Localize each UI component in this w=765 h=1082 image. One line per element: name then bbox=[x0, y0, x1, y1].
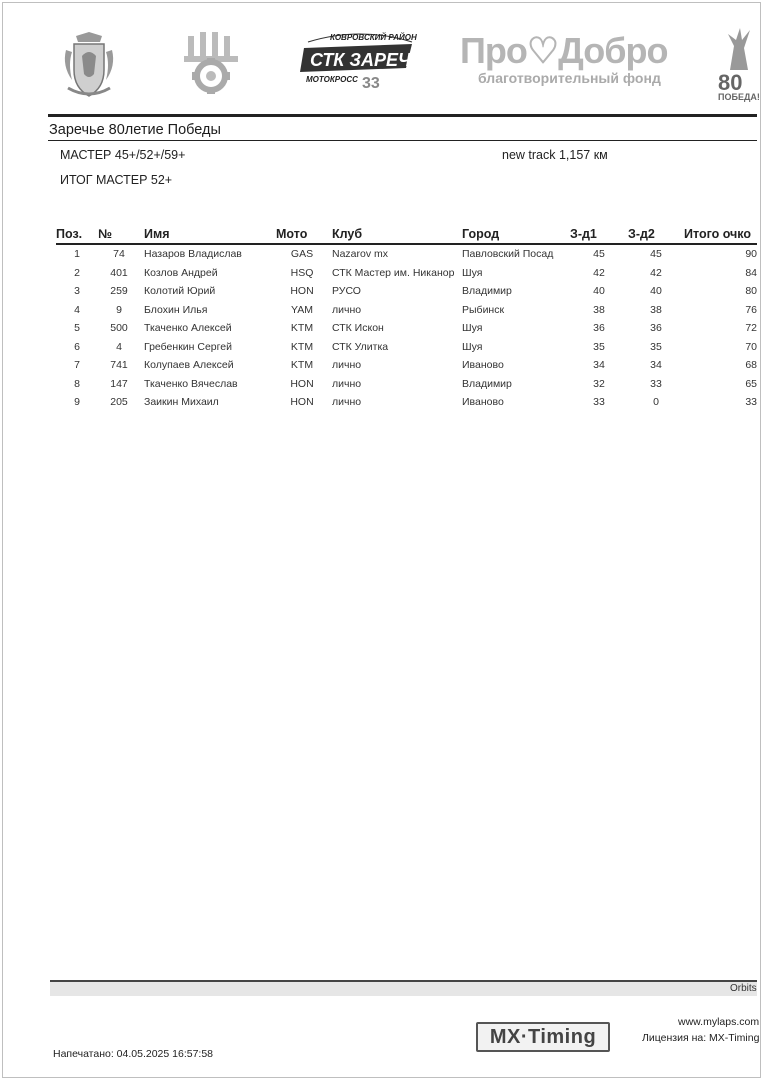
cell-moto: HON bbox=[290, 285, 314, 298]
license-text: Лицензия на: MX-Timing bbox=[642, 1032, 760, 1044]
cell-race2: 45 bbox=[650, 248, 662, 261]
cell-pos: 9 bbox=[74, 396, 80, 409]
charity-logo bbox=[460, 30, 680, 90]
cell-name: Блохин Илья bbox=[144, 303, 208, 316]
gear-icon bbox=[180, 30, 242, 96]
col-race2: З-д2 bbox=[628, 226, 684, 244]
class-title: МАСТЕР 45+/52+/59+ bbox=[60, 148, 186, 162]
cell-num: 205 bbox=[110, 396, 128, 409]
results-table bbox=[56, 226, 757, 412]
event-title: Заречье 80летие Победы bbox=[49, 122, 221, 138]
cell-pos: 4 bbox=[74, 303, 80, 316]
table-row bbox=[56, 264, 757, 283]
cell-name: Колотий Юрий bbox=[144, 285, 216, 298]
logo-line1: КОВРОВСКИЙ РАЙОН bbox=[330, 33, 417, 42]
cell-name: Заикин Михаил bbox=[144, 396, 219, 409]
logo-line4: 33 bbox=[362, 75, 380, 92]
table-row bbox=[56, 356, 757, 375]
table-row bbox=[56, 301, 757, 320]
cell-num: 9 bbox=[116, 303, 122, 316]
cell-race1: 34 bbox=[593, 359, 605, 372]
cell-race2: 42 bbox=[650, 266, 662, 279]
cell-total: 84 bbox=[745, 266, 757, 279]
region-emblem-logo bbox=[58, 30, 120, 100]
cell-club: СТК Улитка bbox=[332, 340, 389, 353]
victory-80-logo bbox=[716, 26, 765, 100]
cell-num: 74 bbox=[113, 248, 125, 261]
cell-name: Ткаченко Вячеслав bbox=[144, 377, 238, 390]
cell-race1: 40 bbox=[593, 285, 605, 298]
cell-total: 80 bbox=[745, 285, 757, 298]
table-row bbox=[56, 244, 757, 264]
cell-moto: KTM bbox=[290, 322, 314, 335]
cell-city: Шуя bbox=[462, 266, 483, 279]
cell-club: СТК Искон bbox=[332, 322, 384, 335]
cell-pos: 8 bbox=[74, 377, 80, 390]
coat-of-arms-icon bbox=[58, 30, 120, 100]
cell-pos: 5 bbox=[74, 322, 80, 335]
col-moto: Мото bbox=[276, 226, 328, 244]
header-divider bbox=[48, 114, 757, 117]
cell-race1: 45 bbox=[593, 248, 605, 261]
cell-name: Колупаев Алексей bbox=[144, 359, 234, 372]
logo-line2: СТК ЗАРЕЧЬЕ bbox=[310, 50, 436, 70]
gear-emblem-logo bbox=[180, 30, 242, 96]
cell-city: Владимир bbox=[462, 377, 512, 390]
cell-name: Ткаченко Алексей bbox=[144, 322, 232, 335]
cell-city: Иваново bbox=[462, 396, 504, 409]
cell-moto: HON bbox=[290, 396, 314, 409]
cell-moto: KTM bbox=[290, 359, 314, 372]
cell-club: лично bbox=[332, 377, 362, 390]
cell-city: Павловский Посад bbox=[462, 248, 554, 261]
club-moto-logo bbox=[300, 28, 436, 94]
charity-name-right: Добро bbox=[558, 30, 668, 71]
cell-num: 500 bbox=[110, 322, 128, 335]
motocross-logo-icon bbox=[300, 28, 436, 94]
table-row bbox=[56, 282, 757, 301]
cell-race2: 34 bbox=[650, 359, 662, 372]
table-header-row bbox=[56, 226, 757, 244]
heart-icon: ♡ bbox=[526, 30, 559, 71]
cell-total: 76 bbox=[745, 303, 757, 316]
cell-pos: 1 bbox=[74, 248, 80, 261]
cell-race2: 38 bbox=[650, 303, 662, 316]
cell-pos: 7 bbox=[74, 359, 80, 372]
cell-total: 65 bbox=[745, 377, 757, 390]
cell-name: Назаров Владислав bbox=[144, 248, 242, 261]
monument-icon bbox=[716, 26, 765, 70]
cell-club: лично bbox=[332, 396, 362, 409]
col-name: Имя bbox=[140, 226, 276, 244]
cell-total: 68 bbox=[745, 359, 757, 372]
cell-race1: 38 bbox=[593, 303, 605, 316]
victory-word: ПОБЕДА! bbox=[718, 92, 760, 102]
title-divider bbox=[48, 140, 757, 141]
table-row bbox=[56, 338, 757, 357]
cell-moto: HSQ bbox=[290, 266, 314, 279]
page-frame bbox=[2, 2, 761, 1078]
cell-club: СТК Мастер им. Никанор bbox=[332, 266, 455, 279]
cell-num: 741 bbox=[110, 359, 128, 372]
cell-moto: GAS bbox=[290, 248, 314, 261]
cell-num: 401 bbox=[110, 266, 128, 279]
cell-num: 4 bbox=[116, 340, 122, 353]
website-link[interactable]: www.mylaps.com bbox=[678, 1016, 760, 1028]
cell-club: лично bbox=[332, 303, 362, 316]
cell-race2: 0 bbox=[653, 396, 659, 409]
cell-race2: 36 bbox=[650, 322, 662, 335]
col-race1: З-д1 bbox=[570, 226, 628, 244]
charity-subtitle: благотворительный фонд bbox=[478, 70, 661, 86]
cell-race2: 33 bbox=[650, 377, 662, 390]
cell-city: Рыбинск bbox=[462, 303, 505, 316]
orbits-label: Orbits bbox=[730, 983, 757, 994]
cell-race1: 33 bbox=[593, 396, 605, 409]
logo-line3: МОТОКРОСС bbox=[306, 75, 358, 84]
cell-pos: 3 bbox=[74, 285, 80, 298]
cell-moto: YAM bbox=[291, 303, 313, 316]
cell-club: Nazarov mx bbox=[332, 248, 389, 261]
cell-race1: 35 bbox=[593, 340, 605, 353]
cell-moto: KTM bbox=[290, 340, 314, 353]
cell-total: 33 bbox=[745, 396, 757, 409]
table-row bbox=[56, 393, 757, 412]
cell-name: Гребенкин Сергей bbox=[144, 340, 232, 353]
cell-race1: 32 bbox=[593, 377, 605, 390]
cell-city: Шуя bbox=[462, 322, 483, 335]
victory-number: 80 bbox=[718, 70, 743, 95]
mx-timing-logo: MX·Timing bbox=[476, 1022, 610, 1052]
printed-timestamp: Напечатано: 04.05.2025 16:57:58 bbox=[53, 1048, 214, 1060]
result-title: ИТОГ МАСТЕР 52+ bbox=[60, 173, 173, 187]
cell-num: 147 bbox=[110, 377, 128, 390]
cell-moto: HON bbox=[290, 377, 314, 390]
cell-pos: 6 bbox=[74, 340, 80, 353]
track-info: new track 1,157 км bbox=[502, 148, 608, 162]
col-city: Город bbox=[462, 226, 570, 244]
cell-race2: 35 bbox=[650, 340, 662, 353]
cell-race2: 40 bbox=[650, 285, 662, 298]
cell-total: 72 bbox=[745, 322, 757, 335]
col-total: Итого очко bbox=[684, 226, 757, 244]
cell-pos: 2 bbox=[74, 266, 80, 279]
col-club: Клуб bbox=[328, 226, 462, 244]
cell-total: 90 bbox=[745, 248, 757, 261]
footer-band bbox=[50, 980, 757, 996]
cell-city: Шуя bbox=[462, 340, 483, 353]
cell-total: 70 bbox=[745, 340, 757, 353]
table-row bbox=[56, 319, 757, 338]
charity-name-left: Про bbox=[460, 30, 527, 71]
table-row bbox=[56, 375, 757, 394]
cell-race1: 36 bbox=[593, 322, 605, 335]
cell-name: Козлов Андрей bbox=[144, 266, 218, 279]
cell-club: РУСО bbox=[332, 285, 361, 298]
cell-city: Иваново bbox=[462, 359, 504, 372]
col-pos: Поз. bbox=[56, 226, 98, 244]
col-num: № bbox=[98, 226, 140, 244]
cell-city: Владимир bbox=[462, 285, 512, 298]
cell-club: лично bbox=[332, 359, 362, 372]
cell-race1: 42 bbox=[593, 266, 605, 279]
cell-num: 259 bbox=[110, 285, 128, 298]
